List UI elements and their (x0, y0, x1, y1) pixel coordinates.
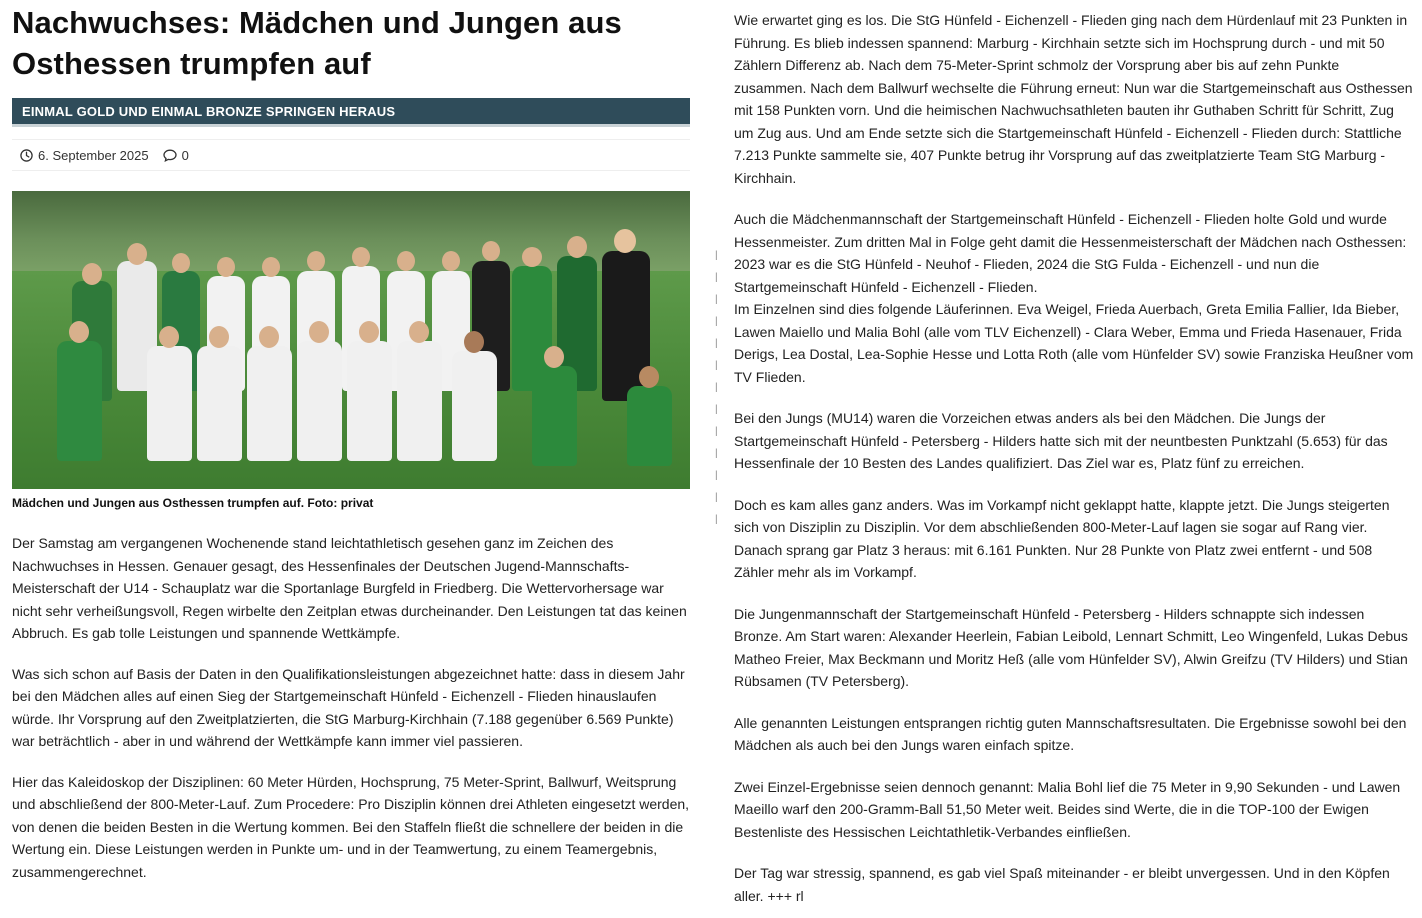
paragraph: Zwei Einzel-Ergebnisse seien dennoch genannt: Malia Bohl lief die 75 Meter in 9,90 Sekunden - und Lawen Maeillo warf den 200-Gramm-Ball 51,50 Meter weit. Beides sind Werte, die in die TOP-100 der Ewigen Bestenliste des Hessischen Leichtathletik-Verbandes einfließen. (734, 778, 1401, 840)
clock-icon (20, 149, 33, 162)
photo-head (82, 263, 102, 285)
photo-head (172, 253, 190, 273)
paragraph: Wie erwartet ging es los. Die StG Hünfeld - Eichenzell - Flieden ging nach dem Hürdenlauf mit 23 Punkten in Führung. Es blieb indessen spannend: Marburg - Kirchhain setzte sich im Hochsprung durch - und mit 50 Zählern Differenz ab. Nach dem 75-Meter-Sprint schmolz der Vorsprung aber bis auf zehn Punkte zusammen. Nach dem Ballwurf wechselte die Führung erneut: Nun war die Startgemeinschaft aus Osthessen mit 158 Punkten vorn. Und die heimischen Nachwuchsathleten bauten ihr Guthaben Schritt für Schritt, Zug um Zug aus. Und am Ende setzte sich die Startgemeinschaft Hünfeld - Eichenzell - Flieden durch: Stattliche 7.213 Punkte sammelte sie, 407 Punkte betrug ihr Vorsprung auf das zweitplatzierte Team StG Marburg - Kirchhain. (734, 12, 1413, 186)
article-date: 6. September 2025 (38, 147, 149, 163)
paragraph: Alle genannten Leistungen entsprangen richtig guten Mannschaftsresultaten. Die Ergebnisse sowohl bei den Mädchen als auch bei den Jungs waren einfach spitze. (734, 714, 1407, 753)
photo-person (147, 346, 192, 461)
photo-head (397, 251, 415, 271)
article-title: Nachwuchses: Mädchen und Jungen aus Osthessen trumpfen auf (12, 5, 622, 81)
photo-person (347, 341, 392, 461)
photo-head (544, 346, 564, 368)
photo-head (352, 247, 370, 267)
paragraph: Auch die Mädchenmannschaft der Startgemeinschaft Hünfeld - Eichenzell - Flieden holte Gold und wurde Hessenmeister. Zum dritten Mal in Folge geht damit die Hessenmeisterschaft der Mädchen nach Osthessen: 2023 war es die StG Hünfeld - Neuhof - Flieden, 2024 die StG Fulda - Eichenzell - und nun die Startgemeinschaft Hünfeld - Eichenzell - Flieden. (734, 211, 1407, 295)
photo-head (259, 326, 279, 348)
comment-icon (163, 149, 177, 162)
photo-head (464, 331, 484, 353)
photo-head (409, 321, 429, 343)
comments-meta[interactable] (163, 148, 189, 163)
article-meta (12, 139, 690, 171)
photo-caption: Mädchen und Jungen aus Osthessen trumpfen auf. Foto: privat (12, 496, 374, 510)
photo-head (639, 366, 659, 388)
photo-head (217, 257, 235, 277)
photo-head (482, 241, 500, 261)
left-body-text (12, 532, 690, 883)
photo-head (262, 257, 280, 277)
paragraph: Bei den Jungs (MU14) waren die Vorzeichen etwas anders als bei den Mädchen. Die Jungs der Startgemeinschaft Hünfeld - Petersberg - Hilders hatte sich mit der neuntbesten Punktzahl (5.653) für das Hessenfinale der 10 Besten des Landes qualifiziert. Das Ziel war es, Platz fünf zu erreichen. (734, 410, 1388, 471)
article-subtitle: EINMAL GOLD UND EINMAL BRONZE SPRINGEN HERAUS (22, 103, 396, 119)
paragraph: Der Tag war stressig, spannend, es gab viel Spaß miteinander - er bleibt unvergessen. Und in den Köpfen aller. +++ rl (734, 865, 1390, 904)
photo-head (159, 326, 179, 348)
right-column (734, 9, 1414, 918)
photo-person (397, 341, 442, 461)
photo-person (197, 346, 242, 461)
photo-head (359, 321, 379, 343)
photo-head (309, 321, 329, 343)
paragraph: Der Samstag am vergangenen Wochenende stand leichtathletisch gesehen ganz im Zeichen des Nachwuchses in Hessen. Genauer gesagt, des Hessenfinales der Deutschen Jugend-Mannschafts-Meisterschaft der U14 - Schauplatz war die Sportanlage Burgfeld in Friedberg. Die Wettervorhersage war nicht sehr verheißungsvoll, Regen wirbelte den Zeitplan etwas durcheinander. Den Leistungen tat das keinen Abbruch. Es gab tolle Leistungen und spannende Wettkämpfe. (12, 535, 687, 641)
paragraph: Hier das Kaleidoskop der Disziplinen: 60 Meter Hürden, Hochsprung, 75 Meter-Sprint, Ballwurf, Weitsprung und abschließend der 800-Meter-Lauf. Zum Procedere: Pro Disziplin können drei Athleten eingesetzt werden, von denen die beiden Besten in die Wertung kommen. Bei den Staffeln fließt die schnellere der beiden in die Wertung ein. Diese Leistungen werden in Punkte um- und in der Teamwertung, zu einem Teamergebnis, zusammengerechnet. (12, 773, 690, 880)
photo-head (614, 229, 636, 253)
date-meta (20, 148, 149, 163)
photo-head (307, 251, 325, 271)
paragraph: Was sich schon auf Basis der Daten in den Qualifikationsleistungen abgezeichnet hatte: dass in diesem Jahr bei den Mädchen alles auf einen Sieg der Startgemeinschaft Hünfeld - Eichenzell - Flieden hinauslaufen würde. Ihr Vorsprung auf den Zweitplatzierten, die StG Marburg-Kirchhain (7.188 gegenüber 6.569 Punkte) war beträchtlich - aber in und während der Wettkämpfe kann immer viel passieren. (12, 665, 685, 749)
photo-person (532, 366, 577, 466)
photo-head (127, 243, 147, 265)
photo-person (57, 341, 102, 461)
left-column (12, 0, 690, 901)
photo-head (442, 251, 460, 271)
paragraph: Im Einzelnen sind dies folgende Läuferinnen. Eva Weigel, Frieda Auerbach, Greta Emilia Fallier, Ida Bieber, Lawen Maiello und Malia Bohl (alle vom TLV Eichenzell) - Clara Weber, Emma und Frieda Hasenauer, Frida Derigs, Lea Dostal, Lea-Sophie Hesse und Lotta Roth (alle vom Hünfelder SV) sowie Franziska Heußner vom TV Flieden. (734, 301, 1414, 385)
comment-count[interactable]: 0 (181, 147, 189, 163)
sidebar-fragment: | | | | | | | | | | | | | (715, 250, 718, 525)
paragraph: Die Jungenmannschaft der Startgemeinschaft Hünfeld - Petersberg - Hilders schnappte sich indessen Bronze. Am Start waren: Alexander Heerlein, Fabian Leibold, Lennart Schmitt, Leo Wingenfeld, Lukas Debus Matheo Freier, Max Beckmann und Moritz Heß (alle vom Hünfelder SV), Alwin Greifzu (TV Hilders) und Stian Rübsamen (TV Petersberg). (734, 605, 1408, 689)
paragraph: Doch es kam alles ganz anders. Was im Vorkampf nicht geklappt hatte, klappte jetzt. Die Jungs steigerten sich von Disziplin zu Disziplin. Vor dem abschließenden 800-Meter-Lauf lagen sie sogar auf Rang vier. Danach sprang gar Platz 3 heraus: mit 6.161 Punkten. Nur 28 Punkte von Platz zwei entfernt - und 508 Zähler mehr als im Vorkampf. (734, 496, 1390, 580)
photo-head (69, 321, 89, 343)
photo-person (297, 341, 342, 461)
photo-head (522, 247, 542, 267)
photo-head (567, 236, 587, 258)
photo-person (247, 346, 292, 461)
photo-person (452, 351, 497, 461)
photo-head (209, 326, 229, 348)
right-body-text (734, 9, 1414, 907)
photo-person (627, 386, 672, 466)
team-photo (12, 191, 690, 489)
subtitle-bar (12, 98, 690, 127)
